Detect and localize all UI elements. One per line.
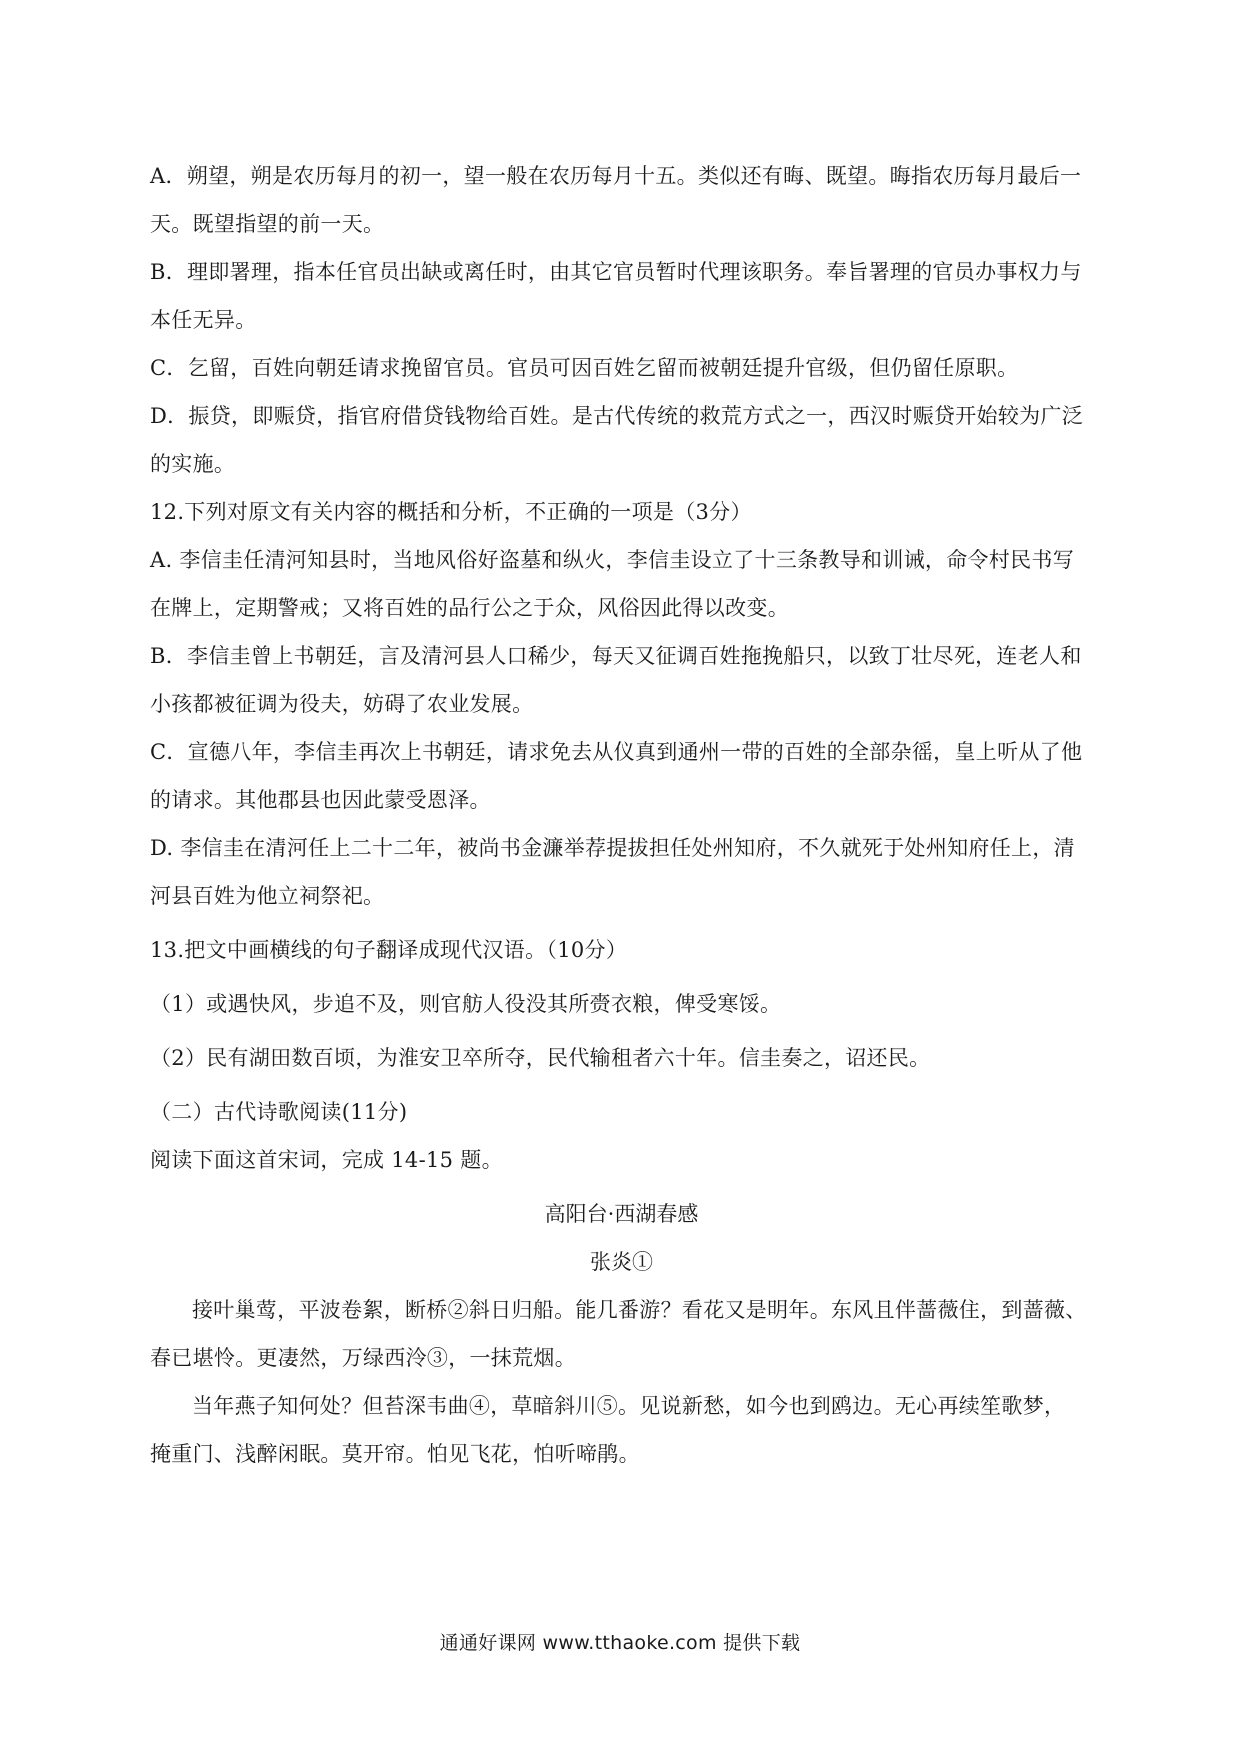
q12-option-b-line2: 小孩都被征调为役夫，妨碍了农业发展。 — [150, 692, 534, 716]
section-2-heading: （二）古代诗歌阅读(11分) — [150, 1100, 408, 1124]
poem-title: 高阳台·西湖春感 — [544, 1202, 699, 1226]
poem-stanza1-line1: 接叶巢莺，平波卷絮，断桥②斜日归船。能几番游？看花又是明年。东风且伴蔷薇住，到蔷薇、 — [192, 1298, 1087, 1322]
q13-stem: 13.把文中画横线的句子翻译成现代汉语。（10分） — [150, 938, 628, 962]
q12-option-a-line1: A. 李信圭任清河知县时，当地风俗好盗墓和纵火，李信圭设立了十三条教导和训诫，命令村民书写 — [150, 548, 1075, 572]
q11-option-b-line1: B．理即署理，指本任官员出缺或离任时，由其它官员暂时代理该职务。奉旨署理的官员办事权力与 — [150, 260, 1082, 284]
q13-sentence-2: （2）民有湖田数百顷，为淮安卫卒所夺，民代输租者六十年。信圭奏之，诏还民。 — [150, 1046, 931, 1070]
q13-sentence-1: （1）或遇快风，步追不及，则官舫人役没其所赍衣粮，俾受寒馁。 — [150, 992, 782, 1016]
q12-option-d-line2: 河县百姓为他立祠祭祀。 — [150, 884, 385, 908]
q11-option-d-line1: D．振贷，即赈贷，指官府借贷钱物给百姓。是古代传统的救荒方式之一，西汉时赈贷开始较为广泛 — [150, 404, 1084, 428]
poem-author: 张炎① — [590, 1250, 653, 1274]
q11-option-c-line1: C．乞留，百姓向朝廷请求挽留官员。官员可因百姓乞留而被朝廷提升官级，但仍留任原职。 — [150, 356, 1019, 380]
document-body — [150, 152, 1098, 1478]
q11-option-d-line2: 的实施。 — [150, 452, 236, 476]
poem-stanza1-line2: 春已堪怜。更凄然，万绿西泠③，一抹荒烟。 — [150, 1346, 576, 1370]
q12-option-a-line2: 在牌上，定期警戒；又将百姓的品行公之于众，风俗因此得以改变。 — [150, 596, 789, 620]
q12-stem: 12.下列对原文有关内容的概括和分析，不正确的一项是（3分） — [150, 500, 752, 524]
poem-stanza2-line2: 掩重门、浅醉闲眠。莫开帘。怕见飞花，怕听啼鹃。 — [150, 1442, 640, 1466]
q12-option-b-line1: B．李信圭曾上书朝廷，言及清河县人口稀少，每天又征调百姓拖挽船只，以致丁壮尽死，连老人和 — [150, 644, 1082, 668]
section-2-instruction: 阅读下面这首宋词，完成 14-15 题。 — [150, 1148, 503, 1172]
q11-option-b-line2: 本任无异。 — [150, 308, 257, 332]
poem-stanza2-line1: 当年燕子知何处？但苔深韦曲④，草暗斜川⑤。见说新愁，如今也到鸥边。无心再续笙歌梦， — [192, 1394, 1066, 1418]
q12-option-c-line1: C．宣德八年，李信圭再次上书朝廷，请求免去从仪真到通州一带的百姓的全部杂徭，皇上听从了他 — [150, 740, 1083, 764]
q12-option-d-line1: D. 李信圭在清河任上二十二年，被尚书金濂举荐提拔担任处州知府，不久就死于处州知府任上，清 — [150, 836, 1075, 860]
q11-option-a-line2: 天。既望指望的前一天。 — [150, 212, 385, 236]
page-footer: 通通好课网 www.tthaoke.com 提供下载 — [439, 1632, 801, 1654]
q12-option-c-line2: 的请求。其他郡县也因此蒙受恩泽。 — [150, 788, 491, 812]
q11-option-a-line1: A．朔望，朔是农历每月的初一，望一般在农历每月十五。类似还有晦、既望。晦指农历每月最后一 — [150, 164, 1082, 188]
